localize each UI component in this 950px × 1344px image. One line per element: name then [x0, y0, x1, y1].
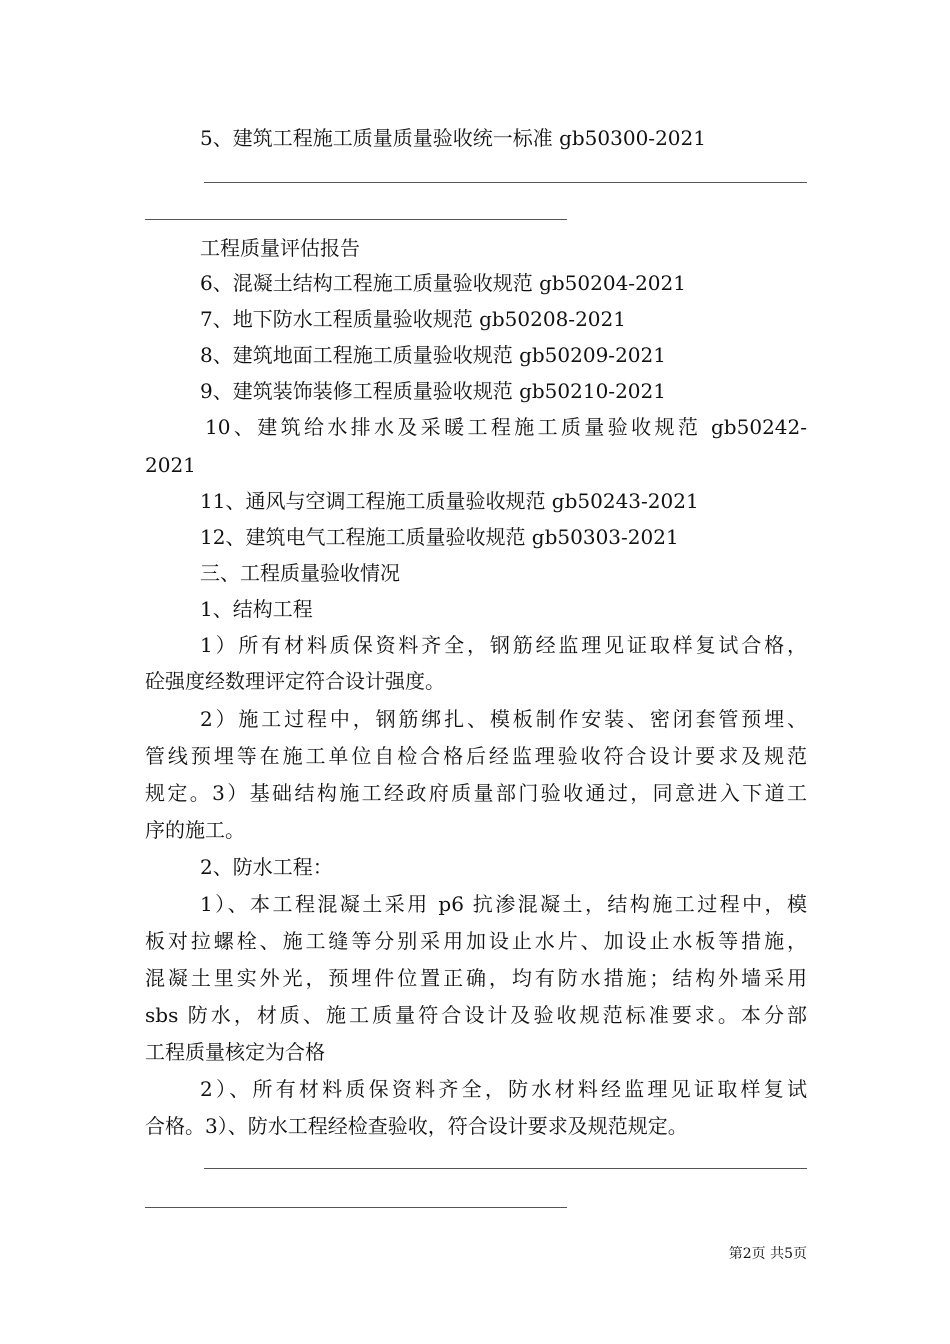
footer-label: 页 — [793, 1246, 807, 1262]
footer-label: 第 — [728, 1246, 743, 1262]
text-line: 三、工程质量验收情况 — [200, 561, 400, 585]
text-line: 11、通风与空调工程施工质量验收规范 gb50243-2021 — [200, 489, 699, 513]
text-line: 12、建筑电气工程施工质量验收规范 gb50303-2021 — [200, 525, 679, 549]
text-line: 合格。3）、防水工程经检查验收，符合设计要求及规范规定。 — [145, 1114, 688, 1138]
text-line: 混凝土里实外光，预埋件位置正确，均有防水措施；结构外墙采用 — [145, 966, 807, 990]
text-line: 序的施工。 — [145, 818, 245, 842]
text-line: 砼强度经数理评定符合设计强度。 — [145, 669, 445, 693]
text-line: 6、混凝土结构工程施工质量验收规范 gb50204-2021 — [200, 271, 686, 295]
page-number-footer — [729, 1246, 807, 1262]
text-line: 7、地下防水工程质量验收规范 gb50208-2021 — [200, 307, 626, 331]
text-line: 1）、本工程混凝土采用 p6 抗渗混凝土，结构施工过程中，模 — [200, 892, 807, 916]
text-line: 管线预埋等在施工单位自检合格后经监理验收符合设计要求及规范 — [145, 744, 807, 768]
text-line: 1、结构工程 — [200, 597, 313, 621]
separator-line — [204, 1168, 807, 1169]
current-page-number: 2 — [742, 1246, 752, 1262]
text-line: 2、防水工程： — [200, 855, 333, 879]
text-line: 10、建筑给水排水及采暖工程施工质量验收规范 gb50242- — [205, 415, 807, 439]
text-line: 规定。3）基础结构施工经政府质量部门验收通过，同意进入下道工 — [145, 781, 807, 805]
text-line: 2021 — [145, 453, 196, 477]
text-line: sbs 防水，材质、施工质量符合设计及验收规范标准要求。本分部 — [145, 1003, 807, 1027]
text-line: 板对拉螺栓、施工缝等分别采用加设止水片、加设止水板等措施， — [145, 929, 807, 953]
text-line: 工程质量评估报告 — [200, 236, 360, 260]
footer-label: 页 共 — [751, 1246, 785, 1262]
total-pages-number: 5 — [784, 1246, 793, 1262]
text-line: 9、建筑装饰装修工程质量验收规范 gb50210-2021 — [200, 379, 666, 403]
separator-line — [145, 219, 567, 220]
text-line: 2）、所有材料质保资料齐全，防水材料经监理见证取样复试 — [200, 1077, 807, 1101]
separator-line — [204, 182, 807, 183]
separator-line — [145, 1207, 567, 1208]
text-line: 8、建筑地面工程施工质量验收规范 gb50209-2021 — [200, 343, 666, 367]
text-line: 1）所有材料质保资料齐全，钢筋经监理见证取样复试合格， — [200, 633, 807, 657]
text-line: 工程质量核定为合格 — [145, 1040, 325, 1064]
text-line: 2）施工过程中，钢筋绑扎、模板制作安装、密闭套管预埋、 — [200, 707, 807, 731]
text-line: 5、建筑工程施工质量质量验收统一标准 gb50300-2021 — [200, 126, 706, 150]
